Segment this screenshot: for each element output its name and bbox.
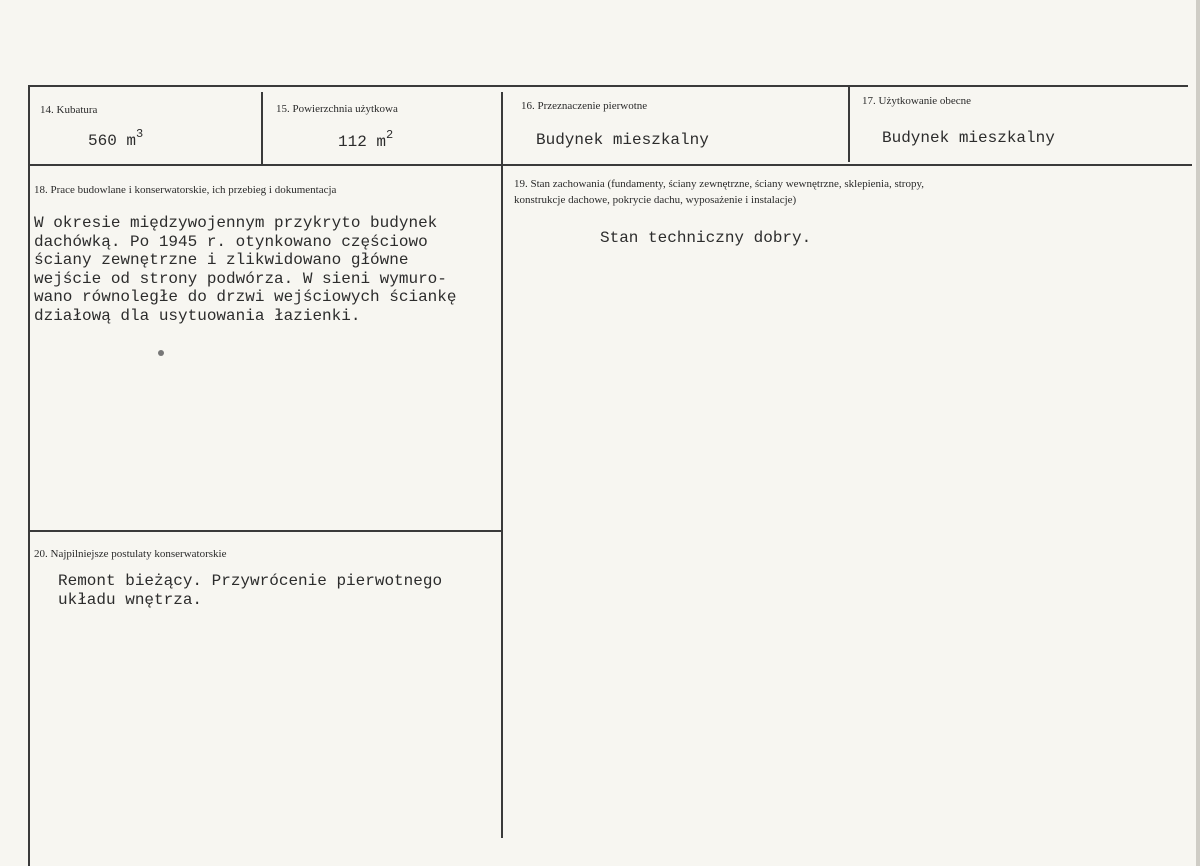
- field-19-value: Stan techniczny dobry.: [600, 229, 812, 247]
- field-14-exponent: 3: [136, 127, 144, 141]
- field-19-label-line: 19. Stan zachowania (fundamenty, ściany zewnętrzne, ściany wewnętrzne, sklepienia, stropy,: [514, 178, 925, 190]
- field-19-label: [514, 178, 924, 207]
- divider-14-15: [261, 92, 263, 165]
- row1-bottom-rule: [28, 164, 1192, 166]
- field-18-line: działową dla usytuowania łazienki.: [34, 306, 361, 325]
- center-divider: [501, 92, 503, 838]
- left-border: [28, 85, 30, 866]
- right-page-edge: [1196, 0, 1200, 866]
- field-18-line: dachówką. Po 1945 r. otynkowano częściowo: [34, 232, 428, 251]
- field-17-label: 17. Użytkowanie obecne: [862, 95, 972, 107]
- field-18-text: [34, 214, 456, 325]
- field-16-label: 16. Przeznaczenie pierwotne: [521, 100, 648, 112]
- field-14-value: [88, 127, 144, 151]
- ink-spot: [158, 350, 164, 356]
- section18-bottom-rule: [28, 530, 502, 532]
- divider-16-17: [848, 86, 850, 162]
- field-17-value: Budynek mieszkalny: [882, 129, 1055, 147]
- field-15-label: 15. Powierzchnia użytkowa: [276, 103, 398, 115]
- field-14-label: 14. Kubatura: [40, 104, 98, 116]
- field-18-label: 18. Prace budowlane i konserwatorskie, ich przebieg i dokumentacja: [34, 184, 337, 196]
- top-rule: [28, 85, 1188, 87]
- field-18-line: W okresie międzywojennym przykryto budynek: [34, 214, 438, 232]
- field-20-text: [58, 572, 442, 609]
- field-18-line: wano równoległe do drzwi wejściowych ściankę: [34, 288, 457, 306]
- field-18-line: ściany zewnętrzne i zlikwidowano główne: [34, 251, 409, 269]
- field-19-label-line: konstrukcje dachowe, pokrycie dachu, wyposażenie i instalacje): [514, 194, 797, 206]
- field-14-number: 560 m: [88, 132, 137, 150]
- field-15-value: [338, 128, 394, 152]
- field-20-line: Remont bieżący. Przywrócenie pierwotnego: [58, 572, 443, 590]
- field-20-line: układu wnętrza.: [58, 590, 203, 609]
- field-20-label: 20. Najpilniejsze postulaty konserwatorskie: [34, 548, 227, 560]
- field-16-value: Budynek mieszkalny: [536, 131, 709, 149]
- field-18-line: wejście od strony podwórza. W sieni wymuro-: [34, 269, 447, 288]
- field-15-number: 112 m: [338, 133, 387, 151]
- field-15-exponent: 2: [386, 128, 394, 142]
